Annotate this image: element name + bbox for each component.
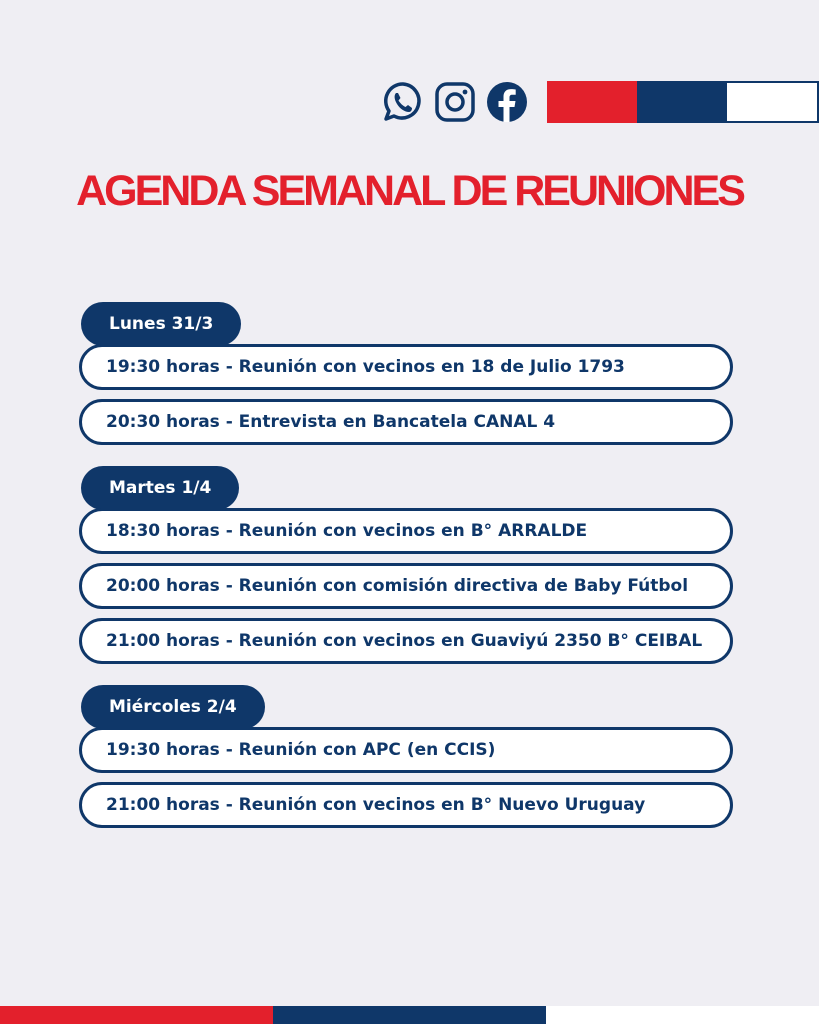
facebook-icon[interactable]	[485, 80, 529, 124]
day-group-wednesday	[79, 685, 733, 828]
event-item: 21:00 horas - Reunión con vecinos en B° Nuevo Uruguay	[79, 782, 733, 828]
day-tab-monday: Lunes 31/3	[81, 302, 241, 346]
flag-red-segment	[547, 81, 637, 123]
agenda	[79, 302, 733, 849]
flag-blue-segment	[637, 81, 727, 123]
day-tab-tuesday: Martes 1/4	[81, 466, 239, 510]
event-item: 21:00 horas - Reunión con vecinos en Guaviyú 2350 B° CEIBAL	[79, 618, 733, 664]
bottom-flag-bar	[0, 1006, 819, 1024]
bottom-red-segment	[0, 1006, 273, 1024]
event-item: 19:30 horas - Reunión con APC (en CCIS)	[79, 727, 733, 773]
instagram-icon[interactable]	[433, 80, 477, 124]
flag-white-segment	[727, 81, 819, 123]
bottom-blue-segment	[273, 1006, 546, 1024]
day-tab-wednesday: Miércoles 2/4	[81, 685, 265, 729]
whatsapp-icon[interactable]	[381, 80, 425, 124]
event-item: 20:30 horas - Entrevista en Bancatela CANAL 4	[79, 399, 733, 445]
page-title: AGENDA SEMANAL DE REUNIONES	[76, 167, 743, 215]
event-item: 19:30 horas - Reunión con vecinos en 18 de Julio 1793	[79, 344, 733, 390]
flag-stripe	[547, 81, 819, 123]
social-icons	[381, 80, 529, 124]
day-group-tuesday	[79, 466, 733, 664]
event-item: 20:00 horas - Reunión con comisión directiva de Baby Fútbol	[79, 563, 733, 609]
bottom-white-segment	[546, 1006, 819, 1024]
event-item: 18:30 horas - Reunión con vecinos en B° ARRALDE	[79, 508, 733, 554]
day-group-monday	[79, 302, 733, 445]
